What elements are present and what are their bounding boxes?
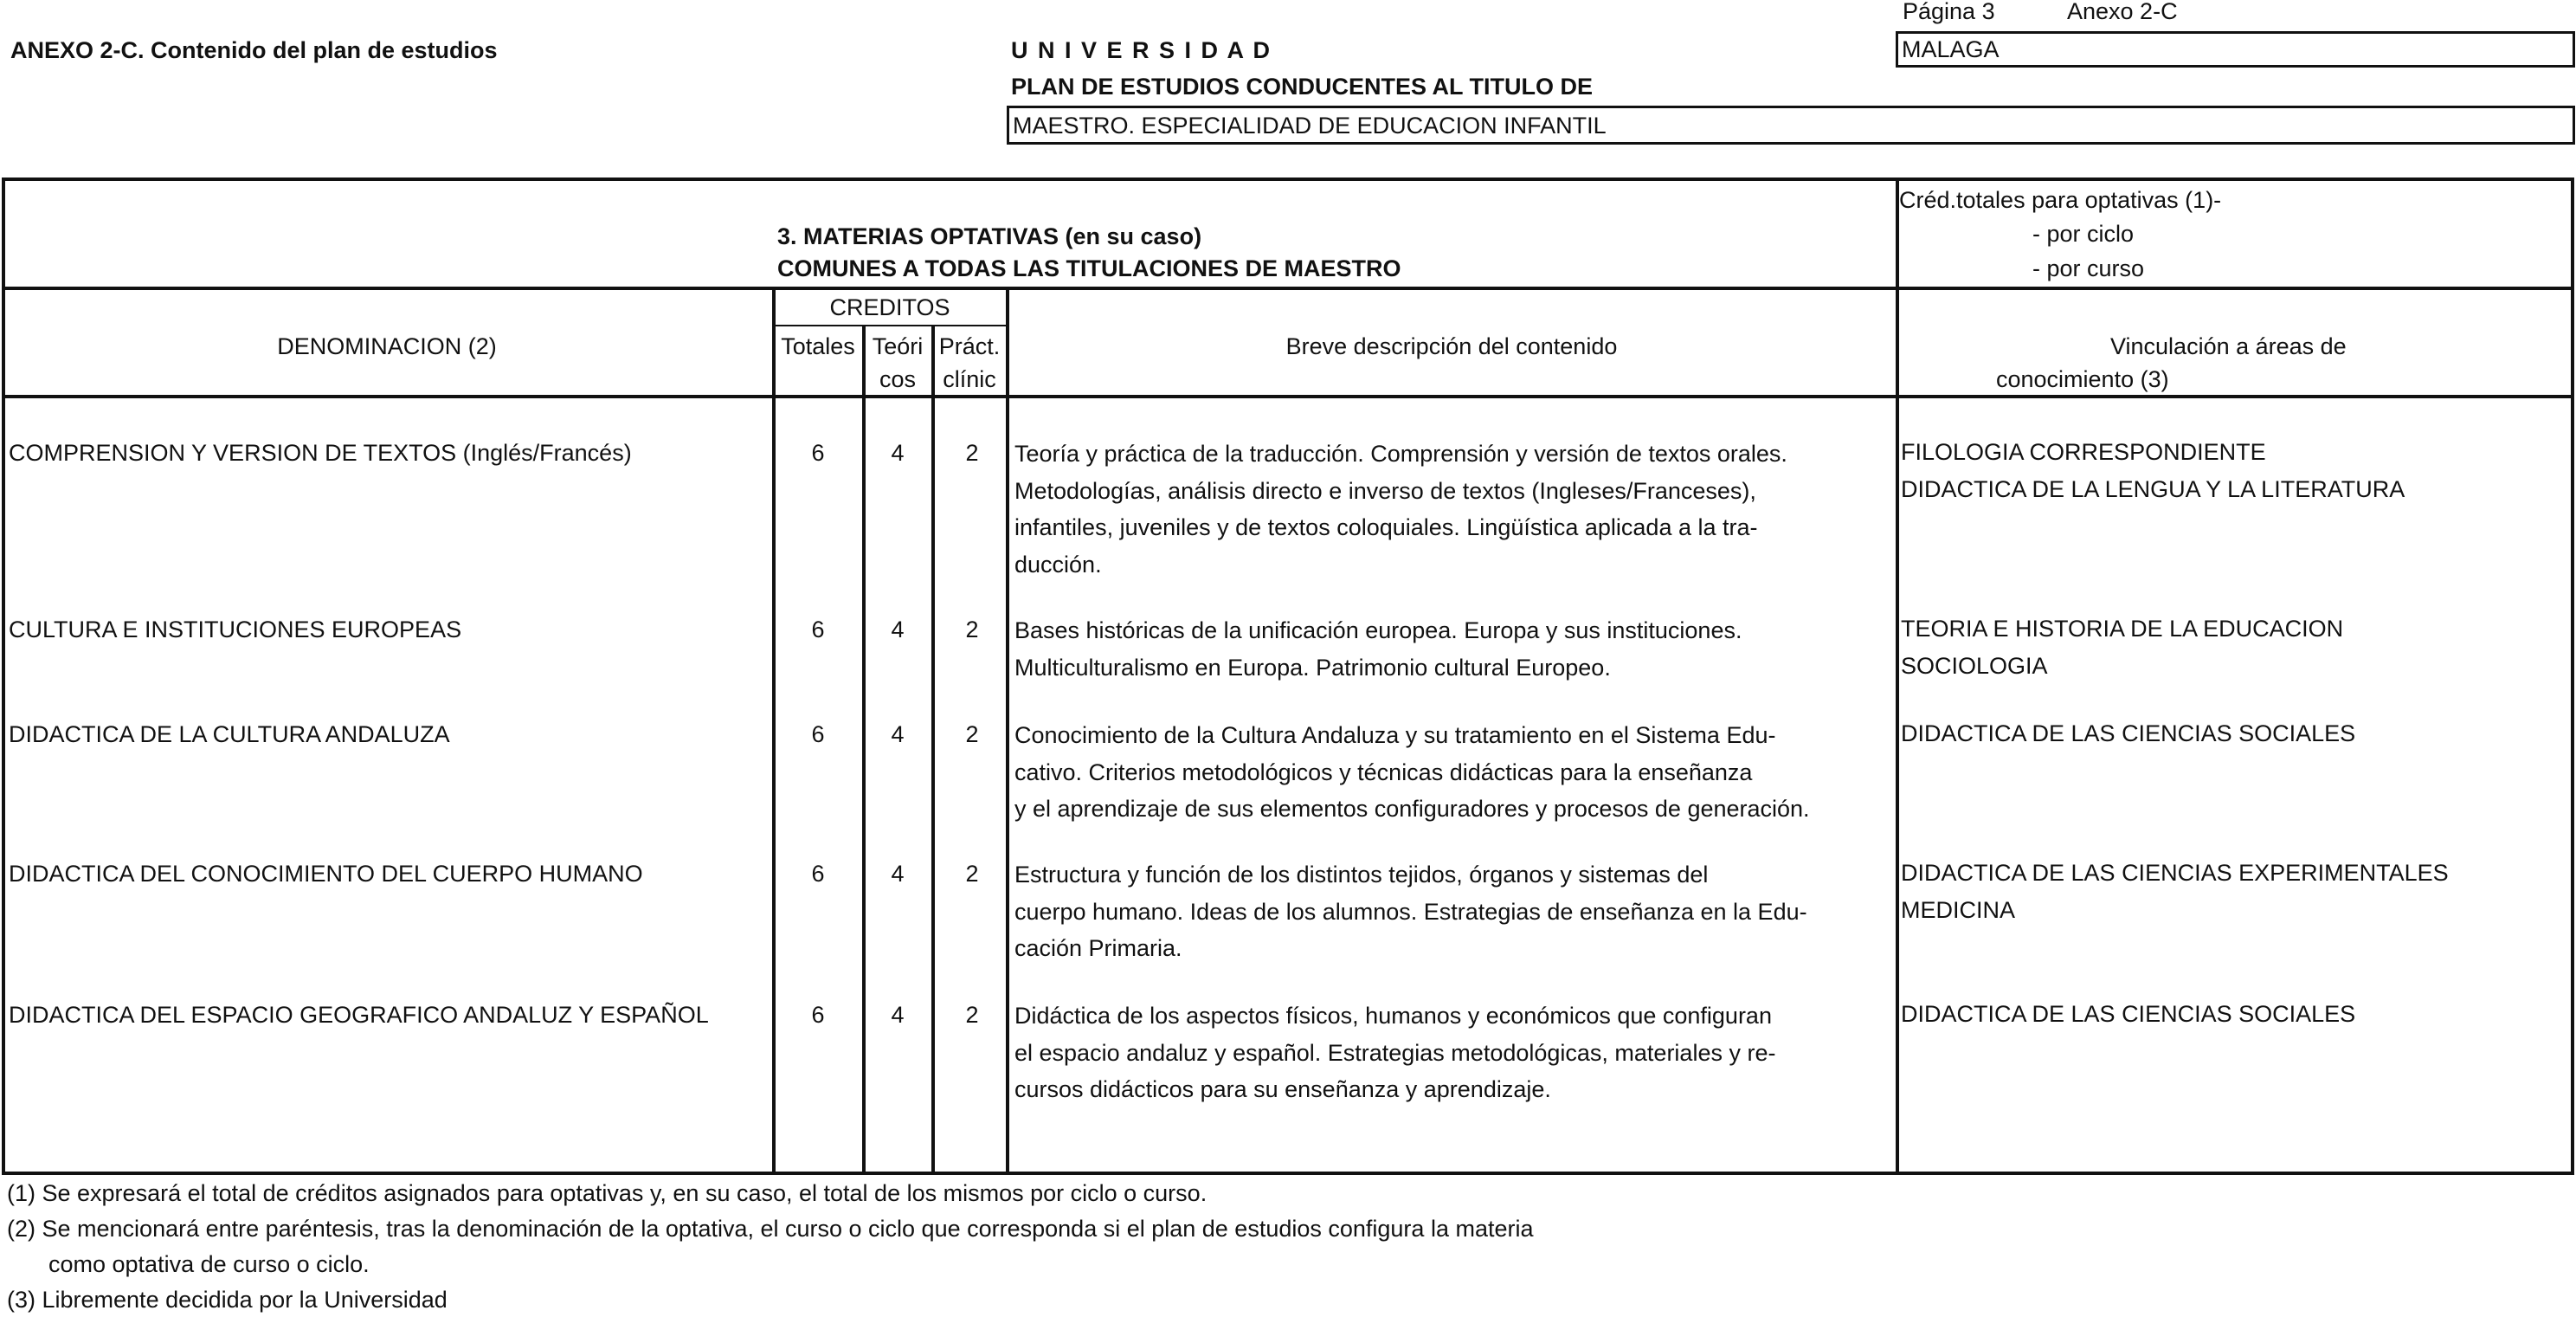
row-vinculacion-areas: [1901, 434, 2405, 507]
row-creditos-totales: 6: [811, 1002, 825, 1028]
descripcion-line: cursos didácticos para su enseñanza y aprendizaje.: [1014, 1076, 1551, 1102]
row-creditos-practicos: 2: [965, 721, 979, 747]
plan-value: MAESTRO. ESPECIALIDAD DE EDUCACION INFANTIL: [1013, 113, 1607, 139]
col-header-practicos-line1: Práct.: [938, 333, 1001, 359]
col-divider-areas: [1896, 178, 1899, 1175]
footnote-1: (1) Se expresará el total de créditos asignados para optativas y, en su caso, el total de los mismos por ciclo o curso.: [7, 1180, 1208, 1206]
annex-title: ANEXO 2-C. Contenido del plan de estudios: [10, 37, 498, 63]
col-header-teoricos-line1: Teóri: [872, 333, 924, 359]
descripcion-line: Conocimiento de la Cultura Andaluza y su tratamiento en el Sistema Edu-: [1014, 722, 1776, 748]
col-header-creditos: CREDITOS: [829, 294, 950, 320]
row-descripcion: [1014, 612, 1742, 686]
row-denominacion: DIDACTICA DEL CONOCIMIENTO DEL CUERPO HUMANO: [9, 861, 643, 887]
descripcion-line: ducción.: [1014, 551, 1102, 578]
footnote-2: (2) Se mencionará entre paréntesis, tras la denominación de la optativa, el curso o ciclo que corresponda si el plan de estudios configura la materia: [7, 1216, 1534, 1242]
col-header-practicos-line2: clínic: [943, 366, 996, 392]
descripcion-line: cuerpo humano. Ideas de los alumnos. Estrategias de enseñanza en la Edu-: [1014, 898, 1807, 925]
row-creditos-totales: 6: [811, 861, 825, 887]
section-title-line2: COMUNES A TODAS LAS TITULACIONES DE MAESTRO: [777, 255, 1401, 281]
credits-note-line3: - por curso: [2032, 255, 2145, 281]
university-value: MALAGA: [1902, 36, 2000, 62]
row-creditos-totales: 6: [811, 440, 825, 466]
table-top-border: [2, 178, 2574, 181]
row-creditos-teoricos: 4: [891, 440, 905, 466]
table-right-border: [2571, 178, 2574, 1175]
footnote-3: (3) Libremente decidida por la Universidad: [7, 1287, 448, 1313]
plan-label: PLAN DE ESTUDIOS CONDUCENTES AL TITULO DE: [1011, 74, 1594, 100]
row-denominacion: COMPRENSION Y VERSION DE TEXTOS (Inglés/Francés): [9, 440, 632, 466]
area-line: DIDACTICA DE LAS CIENCIAS SOCIALES: [1901, 1001, 2356, 1027]
credits-note-line2: - por ciclo: [2032, 221, 2135, 247]
col-header-totales: Totales: [781, 333, 855, 359]
descripcion-line: Teoría y práctica de la traducción. Comprensión y versión de textos orales.: [1014, 441, 1787, 467]
area-line: DIDACTICA DE LAS CIENCIAS EXPERIMENTALES: [1901, 860, 2449, 886]
descripcion-line: Estructura y función de los distintos tejidos, órganos y sistemas del: [1014, 862, 1709, 888]
descripcion-line: Multiculturalismo en Europa. Patrimonio cultural Europeo.: [1014, 654, 1611, 681]
row-creditos-practicos: 2: [965, 617, 979, 642]
row-descripcion: [1014, 436, 1787, 583]
plan-field: [1007, 106, 2575, 145]
col-header-vinculacion-line1: Vinculación a áreas de: [2110, 333, 2347, 359]
col-header-teoricos-line2: cos: [879, 366, 917, 392]
descripcion-line: Bases históricas de la unificación europea. Europa y sus instituciones.: [1014, 617, 1742, 643]
descripcion-line: cación Primaria.: [1014, 935, 1182, 961]
col-header-denominacion: DENOMINACION (2): [277, 333, 497, 359]
row-creditos-teoricos: 4: [891, 721, 905, 747]
row-creditos-teoricos: 4: [891, 617, 905, 642]
area-line: MEDICINA: [1901, 896, 2016, 923]
row-vinculacion-areas: [1901, 996, 2355, 1033]
table-bottom-border: [2, 1172, 2574, 1175]
descripcion-line: Didáctica de los aspectos físicos, humanos y económicos que configuran: [1014, 1003, 1772, 1029]
area-line: DIDACTICA DE LAS CIENCIAS SOCIALES: [1901, 720, 2356, 746]
row-vinculacion-areas: [1901, 715, 2355, 752]
credits-note-line1: Créd.totales para optativas (1)-: [1899, 187, 2222, 213]
row-creditos-totales: 6: [811, 617, 825, 642]
row-creditos-teoricos: 4: [891, 861, 905, 887]
annex-label: Anexo 2-C: [2067, 0, 2178, 24]
row-denominacion: CULTURA E INSTITUCIONES EUROPEAS: [9, 617, 462, 642]
descripcion-line: infantiles, juveniles y de textos coloquiales. Lingüística aplicada a la tra-: [1014, 514, 1758, 540]
section-divider: [2, 287, 2574, 290]
row-vinculacion-areas: [1901, 610, 2343, 684]
row-creditos-practicos: 2: [965, 1002, 979, 1028]
row-creditos-practicos: 2: [965, 861, 979, 887]
table-left-border: [2, 178, 5, 1175]
area-line: SOCIOLOGIA: [1901, 652, 2048, 679]
area-line: DIDACTICA DE LA LENGUA Y LA LITERATURA: [1901, 475, 2405, 502]
row-creditos-practicos: 2: [965, 440, 979, 466]
descripcion-line: y el aprendizaje de sus elementos configuradores y procesos de generación.: [1014, 796, 1810, 822]
row-descripcion: [1014, 856, 1807, 967]
university-label: U N I V E R S I D A D: [1011, 37, 1272, 63]
descripcion-line: cativo. Criterios metodológicos y técnicas didácticas para la enseñanza: [1014, 759, 1753, 785]
header-bottom-divider: [2, 395, 2574, 398]
row-descripcion: [1014, 997, 1775, 1108]
area-line: TEORIA E HISTORIA DE LA EDUCACION: [1901, 616, 2344, 642]
row-creditos-teoricos: 4: [891, 1002, 905, 1028]
row-creditos-totales: 6: [811, 721, 825, 747]
area-line: FILOLOGIA CORRESPONDIENTE: [1901, 439, 2266, 465]
row-denominacion: DIDACTICA DEL ESPACIO GEOGRAFICO ANDALUZ Y ESPAÑOL: [9, 1002, 709, 1028]
descripcion-line: el espacio andaluz y español. Estrategias metodológicas, materiales y re-: [1014, 1039, 1776, 1066]
col-header-descripcion: Breve descripción del contenido: [1285, 333, 1618, 359]
row-vinculacion-areas: [1901, 855, 2449, 928]
section-title-line1: 3. MATERIAS OPTATIVAS (en su caso): [777, 223, 1202, 249]
descripcion-line: Metodologías, análisis directo e inverso de textos (Ingleses/Franceses),: [1014, 477, 1756, 504]
creditos-underline: [774, 325, 1008, 326]
col-header-vinculacion-line2: conocimiento (3): [1996, 366, 2169, 392]
footnote-2-continued: como optativa de curso o ciclo.: [48, 1251, 370, 1277]
page-label: Página 3: [1903, 0, 1995, 24]
row-descripcion: [1014, 717, 1810, 828]
row-denominacion: DIDACTICA DE LA CULTURA ANDALUZA: [9, 721, 450, 747]
university-field: [1896, 31, 2575, 68]
